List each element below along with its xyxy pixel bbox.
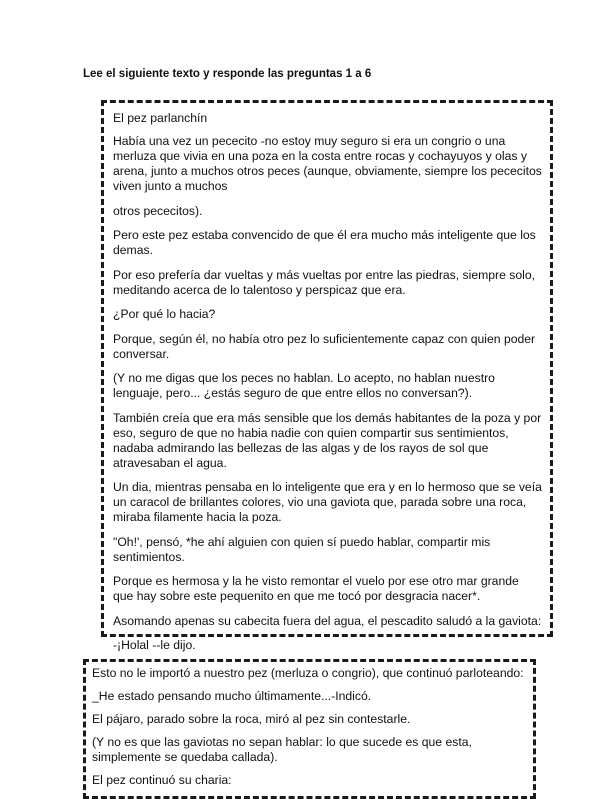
story-paragraph: -¡Holal --le dijo. [113,638,196,652]
continuation-paragraph: El pez continuó su charia: [92,773,232,787]
story-paragraph: Porque, según él, no había otro pez lo suficientemente capaz con quien poder conversar. [113,331,536,361]
story-paragraph: otros pececitos). [113,203,203,218]
story-paragraph: Un dia, mientras pensaba en lo inteligente que era y en lo hermoso que se veía un caracol de brillantes colores, vio una gaviota que, parada sobre una roca, miraba filamente hacia la poza. [113,480,542,524]
story-paragraph: "Oh!', pensó, *he ahí alguien con quien sí puedo hablar, compartir mis sentimientos. [113,534,491,564]
continuation-box [83,659,536,799]
continuation-paragraph: _He estado pensando mucho últimamente...-Indicó. [92,689,372,703]
story-paragraph: Pero este pez estaba convencido de que él era mucho más inteligente que los demas. [113,228,536,257]
story-paragraph: (Y no me digas que los peces no hablan. Lo acepto, no hablan nuestro lenguaje, pero... ¿estás seguro de que entre ellos no conversan?). [113,371,495,400]
continuation-paragraph: El pájaro, parado sobre la roca, miró al pez sin contestarle. [92,712,411,726]
instruction-heading: Lee el siguiente texto y responde las preguntas 1 a 6 [83,68,372,80]
story-paragraph: ¿Por qué lo hacia? [113,307,216,321]
continuation-paragraph: (Y no es que las gaviotas no sepan hablar: lo que sucede es que esta, simplemente se quedaba callada). [92,735,472,764]
story-box [101,100,553,652]
story-paragraph: Asomando apenas su cabecita fuera del agua, el pescadito saludó a la gaviota: [113,613,542,628]
story-paragraph: Por eso prefería dar vueltas y más vueltas por entre las piedras, siempre solo, meditando acerca de lo talentoso y perspicaz que era. [113,267,536,297]
continuation-paragraph: Esto no le importó a nuestro pez (merluza o congrio), que continuó parloteando: [92,666,524,680]
story-title: El pez parlanchín [113,111,208,125]
story-paragraph: Había una vez un pececito -no estoy muy seguro si era un congrio o una merluza que vivia en una poza en la costa entre rocas y cochayuyos y olas y arena, junto a muchos otros peces (aunque, obviamente, siempre los pececitos viven junto a muchos [113,134,542,193]
story-paragraph: También creía que era más sensible que los demás habitantes de la poza y por eso, seguro de que no habia nadie con quien compartir sus sentimientos, nadaba admirando las bellezas de las algas y de los rayos de sol que atravesaban el agua. [113,410,542,470]
story-paragraph: Porque es hermosa y la he visto remontar el vuelo por ese otro mar grande que hay sobre este pequenito en que me tocó por desgracia nacer*. [113,574,519,603]
